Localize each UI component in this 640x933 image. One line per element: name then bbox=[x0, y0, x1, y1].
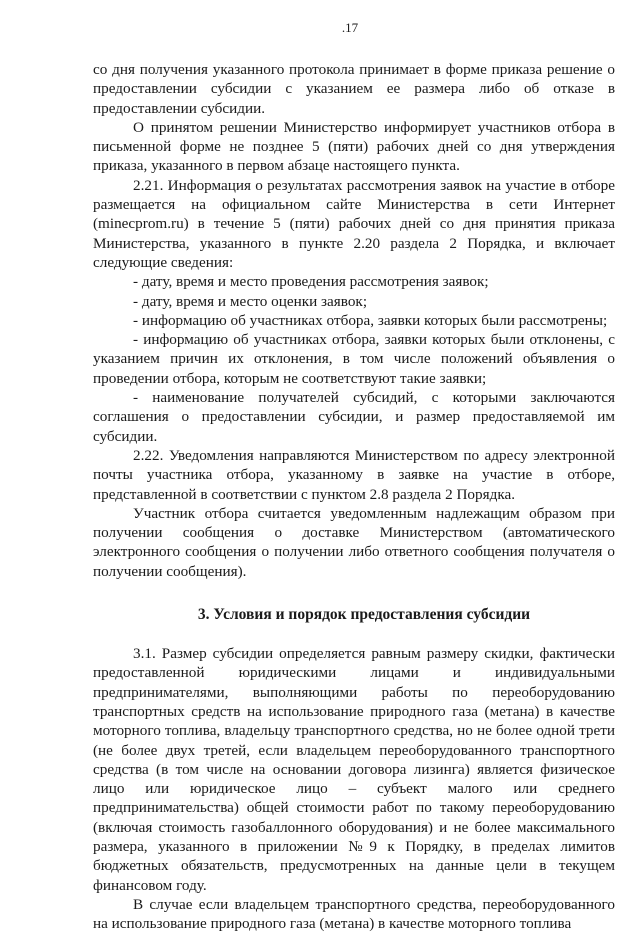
list-item: - информацию об участниках отбора, заявки которых были отклонены, с указанием причин их отклонения, в том числе положений объявления о проведении отбора, которым не соответствуют такие заявки; bbox=[93, 331, 615, 387]
paragraph-2-22: 2.22. Уведомления направляются Министерством по адресу электронной почты участника отбора, указанному в заявке на участие в отборе, представленной в соответствии с пунктом 2.8 раздела 2 Порядка. bbox=[93, 446, 615, 503]
list-item: - наименование получателей субсидий, с которыми заключаются соглашения о предоставлении субсидии, и размер предоставляемой им субсидии. bbox=[93, 389, 615, 445]
document-body bbox=[93, 60, 615, 933]
paragraph-2-21: 2.21. Информация о результатах рассмотрения заявок на участие в отборе размещается на официальном сайте Министерства в сети Интернет (minecprom.ru) в течение 5 (пяти) рабочих дней со дня принятия приказа Министерства, указанного в пункте 2.20 раздела 2 Порядка, и включает следующие сведения: bbox=[93, 176, 615, 271]
paragraph-owner-case: В случае если владельцем транспортного средства, переоборудованного на использование природного газа (метана) в качестве моторного топлива bbox=[93, 895, 615, 933]
paragraph-notification: О принятом решении Министерство информирует участников отбора в письменной форме не позднее 5 (пяти) рабочих дней со дня утверждения приказа, указанного в первом абзаце настоящего пункта. bbox=[93, 118, 615, 175]
list-item: - дату, время и место оценки заявок; bbox=[133, 292, 368, 310]
list-item: - информацию об участниках отбора, заявки которых были рассмотрены; bbox=[133, 311, 608, 329]
paragraph-continuation: со дня получения указанного протокола принимает в форме приказа решение о предоставлении субсидии с указанием ее размера либо об отказе в предоставлении субсидии. bbox=[93, 61, 615, 117]
section-heading: 3. Условия и порядок предоставления субсидии bbox=[197, 606, 531, 624]
paragraph-participant-notified: Участник отбора считается уведомленным надлежащим образом при получении сообщения о доставке Министерством (автоматического электронного сообщения о получении либо ответного сообщения получателя о получении сообщения). bbox=[93, 504, 615, 580]
list-item: - дату, время и место проведения рассмотрения заявок; bbox=[133, 273, 489, 291]
page-number: .17 bbox=[341, 20, 359, 35]
paragraph-3-1: 3.1. Размер субсидии определяется равным размеру скидки, фактически предоставленной юридическими лицами и индивидуальными предпринимателями, выполняющими работы по переоборудованию транспортных средств на использование природного газа (метана) в качестве моторного топлива, владельцу транспортного средства, но не более одной трети (не более двух третей, если владельцем переоборудованного транспортного средства (в том числе на основании договора лизинга) является физическое лицо или юридическое лицо – субъект малого или среднего предпринимательства) общей стоимости работ по такому переоборудованию (включая стоимость газобаллонного оборудования) и не более максимального размера, указанного в приложении №9 к Порядку, в пределах лимитов бюджетных обязательств, предусмотренных на данные цели в текущем финансовом году. bbox=[93, 645, 615, 894]
info-list bbox=[93, 272, 615, 446]
